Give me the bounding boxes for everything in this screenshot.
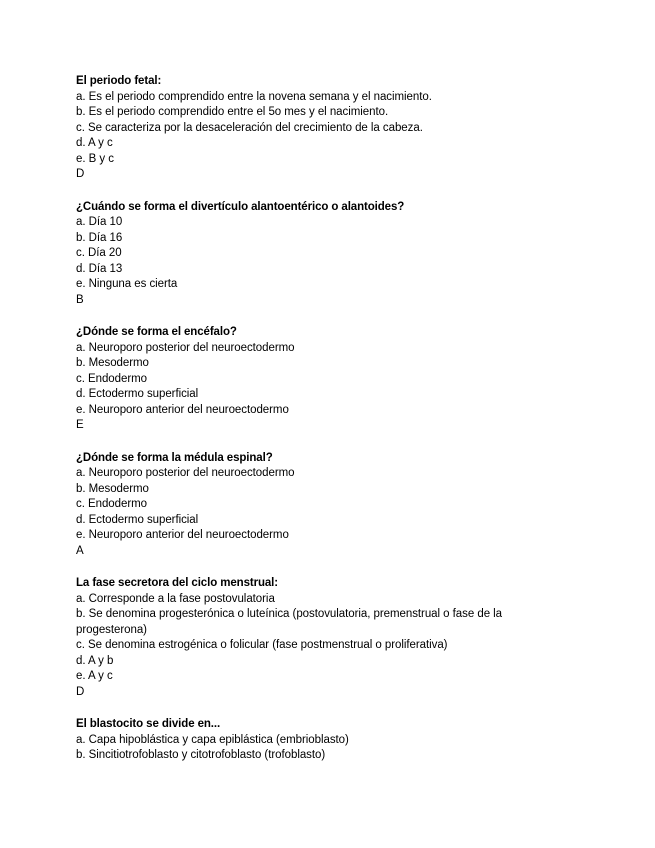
question-title: ¿Cuándo se forma el divertículo alantoentérico o alantoides?	[76, 200, 405, 213]
option-c: c. Se caracteriza por la desaceleración del crecimiento de la cabeza.	[76, 121, 423, 134]
option-d: d. Ectodermo superficial	[76, 513, 199, 526]
option-d: d. A y b	[76, 654, 114, 667]
option-e: e. A y c	[76, 670, 113, 682]
option-c: c. Día 20	[76, 247, 122, 259]
option-a: a. Corresponde a la fase postovulatoria	[76, 592, 275, 605]
question-block-blastocyst	[76, 717, 596, 764]
question-block-secretory-phase	[76, 576, 596, 700]
option-c: c. Endodermo	[76, 372, 147, 385]
option-b: b. Es el periodo comprendido entre el 5o mes y el nacimiento.	[76, 106, 389, 118]
option-b: b. Día 16	[76, 231, 123, 244]
option-c: c. Se denomina estrogénica o folicular (fase postmenstrual o proliferativa)	[76, 639, 448, 651]
option-a: a. Neuroporo posterior del neuroectodermo	[76, 467, 295, 479]
answer: B	[76, 293, 84, 306]
question-title: El blastocito se divide en...	[76, 718, 221, 730]
option-a: a. Capa hipoblástica y capa epiblástica (embrioblasto)	[76, 733, 349, 746]
option-a: a. Día 10	[76, 216, 123, 228]
answer: D	[76, 685, 85, 698]
question-block-fetal-period	[76, 74, 596, 183]
option-c: c. Endodermo	[76, 498, 147, 510]
option-b: b. Sincitiotrofoblasto y citotrofoblasto (trofoblasto)	[76, 749, 326, 761]
option-b: b. Mesodermo	[76, 357, 149, 369]
answer: A	[76, 544, 84, 557]
question-block-brain	[76, 325, 596, 434]
option-a: a. Neuroporo posterior del neuroectodermo	[76, 341, 295, 354]
answer: E	[76, 419, 84, 431]
option-e: e. B y c	[76, 152, 114, 165]
question-title: ¿Dónde se forma el encéfalo?	[76, 326, 237, 338]
question-title: La fase secretora del ciclo menstrual:	[76, 577, 279, 589]
option-b: b. Mesodermo	[76, 482, 149, 495]
option-d: d. Ectodermo superficial	[76, 388, 199, 400]
option-e: e. Ninguna es cierta	[76, 278, 178, 290]
answer: D	[76, 168, 85, 180]
option-b: b. Se denomina progesterónica o luteínica (postovulatoria, premenstrual o fase de la progesterona)	[76, 608, 503, 636]
option-d: d. Día 13	[76, 262, 123, 275]
question-block-spinal-cord	[76, 451, 596, 560]
question-title: El periodo fetal:	[76, 75, 162, 87]
question-title: ¿Dónde se forma la médula espinal?	[76, 451, 273, 464]
question-block-allantois	[76, 200, 596, 309]
option-d: d. A y c	[76, 137, 113, 149]
option-e: e. Neuroporo anterior del neuroectodermo	[76, 529, 289, 541]
option-a: a. Es el periodo comprendido entre la novena semana y el nacimiento.	[76, 90, 432, 103]
document-page	[76, 74, 596, 781]
option-e: e. Neuroporo anterior del neuroectodermo	[76, 403, 289, 416]
